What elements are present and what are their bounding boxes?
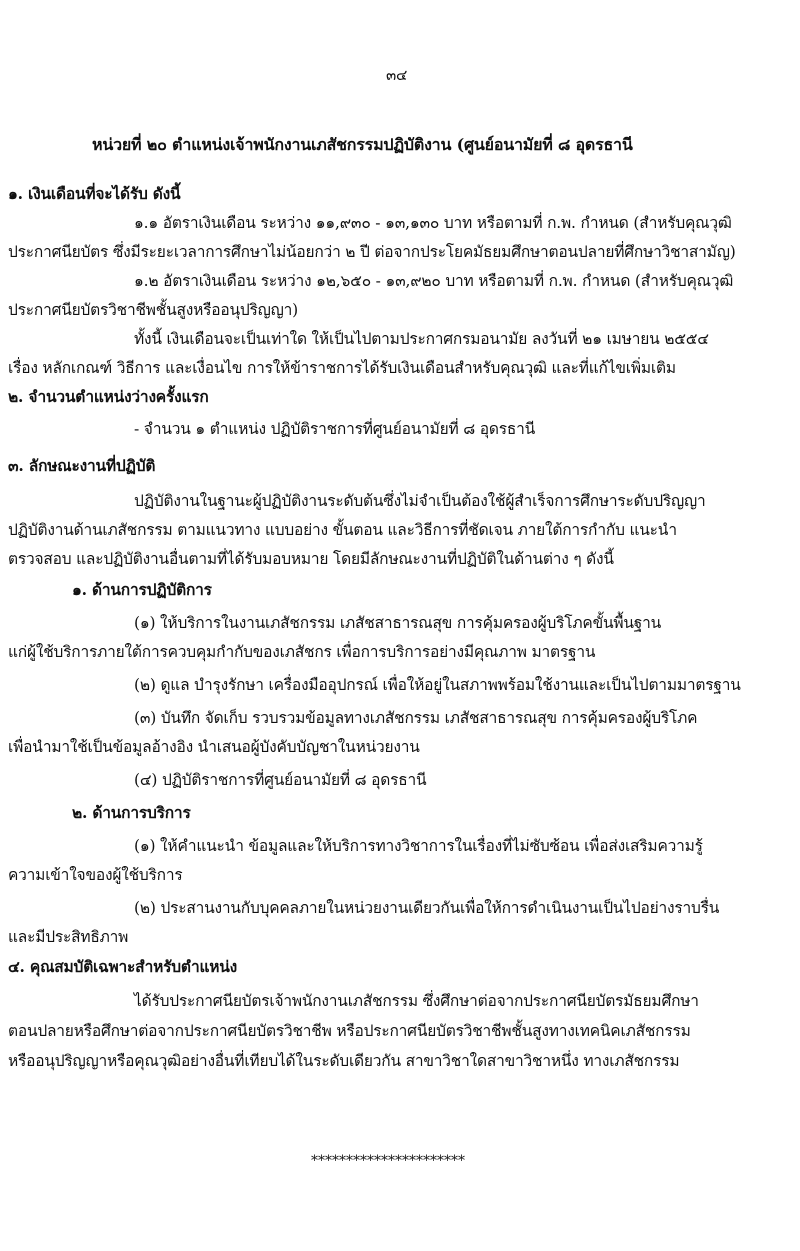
section3-intro-line2: ปฏิบัติงานด้านเภสัชกรรม ตามแนวทาง แบบอย่าง ขั้นตอน และวิธีการที่ชัดเจน ภายใต้การกำกับ แนะนำ bbox=[8, 521, 677, 539]
section3-sub2-item1-line2: ความเข้าใจของผู้ใช้บริการ bbox=[8, 866, 183, 884]
section1-item1-line2: ประกาศนียบัตร ซึ่งมีระยะเวลาการศึกษาไม่น้อยกว่า ๒ ปี ต่อจากประโยคมัธยมศึกษาตอนปลายที่ศึกษาวิชาสามัญ) bbox=[8, 243, 736, 261]
page-number: ๓๔ bbox=[386, 66, 408, 84]
section4-line1: ได้รับประกาศนียบัตรเจ้าพนักงานเภสัชกรรม ซึ่งศึกษาต่อจากประกาศนียบัตรมัธยมศึกษา bbox=[134, 992, 699, 1010]
section1-note-line1: ทั้งนี้ เงินเดือนจะเป็นเท่าใด ให้เป็นไปตามประกาศกรมอนามัย ลงวันที่ ๒๑ เมษายน ๒๕๕๔ bbox=[134, 330, 709, 348]
section3-sub1-heading: ๑. ด้านการปฏิบัติการ bbox=[72, 580, 212, 599]
section3-intro-line1: ปฏิบัติงานในฐานะผู้ปฏิบัติงานระดับต้นซึ่งไม่จำเป็นต้องใช้ผู้สำเร็จการศึกษาระดับปริญญา bbox=[134, 492, 706, 510]
section3-sub1-item2: (๒) ดูแล บำรุงรักษา เครื่องมืออุปกรณ์ เพื่อให้อยู่ในสภาพพร้อมใช้งานและเป็นไปตามมาตรฐาน bbox=[134, 676, 741, 694]
section3-sub1-item1-line2: แก่ผู้ใช้บริการภายใต้การควบคุมกำกับของเภสัชกร เพื่อการบริการอย่างมีคุณภาพ มาตรฐาน bbox=[8, 643, 596, 661]
end-marker: ********************** bbox=[311, 1153, 465, 1169]
section2-heading: ๒. จำนวนตำแหน่งว่างครั้งแรก bbox=[8, 387, 209, 406]
section3-sub2-heading: ๒. ด้านการบริการ bbox=[72, 803, 191, 822]
section3-sub2-item1-line1: (๑) ให้คำแนะนำ ข้อมูลและให้บริการทางวิชาการในเรื่องที่ไม่ซับซ้อน เพื่อส่งเสริมความรู้ bbox=[134, 837, 703, 855]
section1-item1-line1: ๑.๑ อัตราเงินเดือน ระหว่าง ๑๑,๙๓๐ - ๑๓,๑๓๐ บาท หรือตามที่ ก.พ. กำหนด (สำหรับคุณวุฒิ bbox=[134, 214, 732, 232]
section3-intro-line3: ตรวจสอบ และปฏิบัติงานอื่นตามที่ได้รับมอบหมาย โดยมีลักษณะงานที่ปฏิบัติในด้านต่าง ๆ ดังนี้ bbox=[8, 550, 614, 568]
section4-heading: ๔. คุณสมบัติเฉพาะสำหรับตำแหน่ง bbox=[8, 957, 238, 976]
section2-item: - จำนวน ๑ ตำแหน่ง ปฏิบัติราชการที่ศูนย์อนามัยที่ ๘ อุดรธานี bbox=[134, 420, 536, 438]
document-title: หน่วยที่ ๒๐ ตำแหน่งเจ้าพนักงานเภสัชกรรมปฏิบัติงาน (ศูนย์อนามัยที่ ๘ อุดรธานี bbox=[92, 135, 633, 154]
section3-sub2-item2-line1: (๒) ประสานงานกับบุคคลภายในหน่วยงานเดียวกันเพื่อให้การดำเนินงานเป็นไปอย่างราบรื่น bbox=[134, 899, 720, 917]
section3-sub1-item3-line1: (๓) บันทึก จัดเก็บ รวบรวมข้อมูลทางเภสัชกรรม เภสัชสาธารณสุข การคุ้มครองผู้บริโภค bbox=[134, 709, 698, 727]
section1-note-line2: เรื่อง หลักเกณฑ์ วิธีการ และเงื่อนไข การให้ข้าราชการได้รับเงินเดือนสำหรับคุณวุฒิ และที่แก้ไขเพิ่มเติม bbox=[8, 359, 676, 377]
section3-sub1-item3-line2: เพื่อนำมาใช้เป็นข้อมูลอ้างอิง นำเสนอผู้บังคับบัญชาในหน่วยงาน bbox=[8, 738, 420, 756]
section3-heading: ๓. ลักษณะงานที่ปฏิบัติ bbox=[8, 456, 156, 475]
section3-sub2-item2-line2: และมีประสิทธิภาพ bbox=[8, 928, 129, 946]
section1-item2-line1: ๑.๒ อัตราเงินเดือน ระหว่าง ๑๒,๖๕๐ - ๑๓,๙๒๐ บาท หรือตามที่ ก.พ. กำหนด (สำหรับคุณวุฒิ bbox=[134, 272, 734, 290]
section4-line3: หรืออนุปริญญาหรือคุณวุฒิอย่างอื่นที่เทียบได้ในระดับเดียวกัน สาขาวิชาใดสาขาวิชาหนึ่ง ทางเภสัชกรรม bbox=[8, 1052, 680, 1070]
section4-line2: ตอนปลายหรือศึกษาต่อจากประกาศนียบัตรวิชาชีพ หรือประกาศนียบัตรวิชาชีพชั้นสูงทางเทคนิคเภสัชกรรม bbox=[8, 1022, 691, 1040]
section1-item2-line2: ประกาศนียบัตรวิชาชีพชั้นสูงหรืออนุปริญญา) bbox=[8, 301, 299, 319]
section1-heading: ๑. เงินเดือนที่จะได้รับ ดังนี้ bbox=[8, 184, 181, 203]
section3-sub1-item4: (๔) ปฏิบัติราชการที่ศูนย์อนามัยที่ ๘ อุดรธานี bbox=[134, 771, 427, 789]
section3-sub1-item1-line1: (๑) ให้บริการในงานเภสัชกรรม เภสัชสาธารณสุข การคุ้มครองผู้บริโภคขั้นพื้นฐาน bbox=[134, 614, 662, 632]
